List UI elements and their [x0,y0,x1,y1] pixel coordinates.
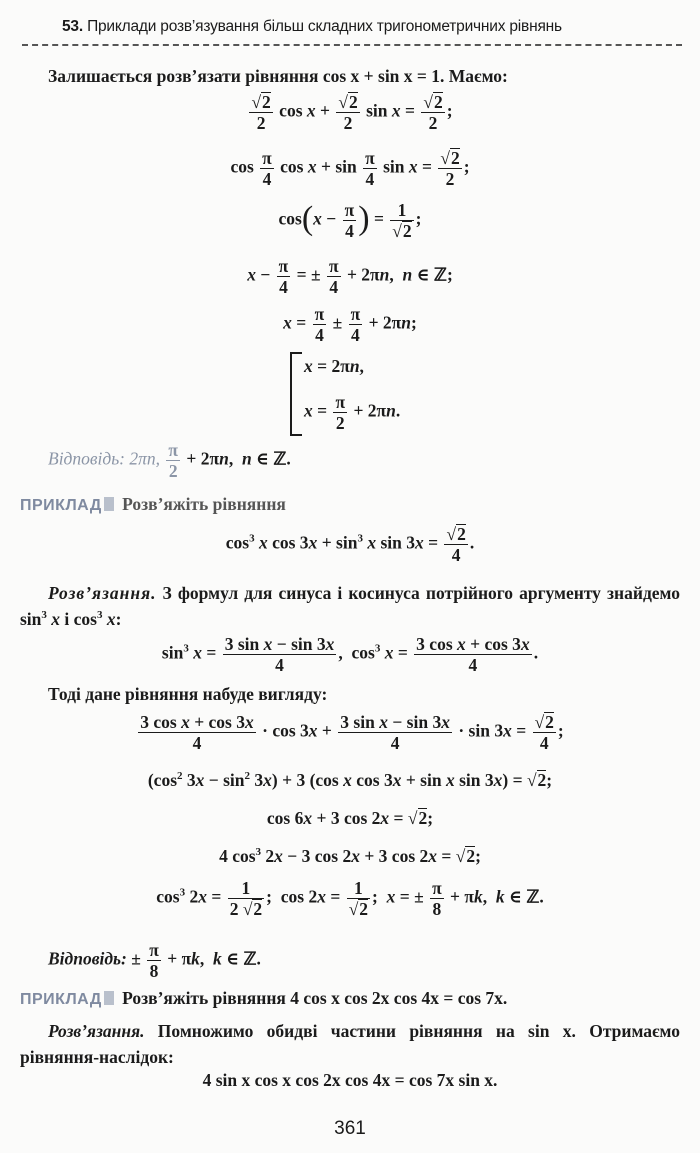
equation-expanded: ($\cos^2$ $3x - \sin^2 3x) + 3$ (cos x cos 3x + sin x sin 3x) = √2; [147,770,553,790]
solution-bracket [290,352,302,436]
equation-2: cos $\frac{\pi}{4}$ cos x + sin $\frac{\pi}{4}$ sin x = $\frac{√2}{2}$ ; [230,148,470,189]
example-2-equation: $\cos^3 x$ $\cos 3x + \sin^3 x$ sin 3x = $\frac{√2}{4}$ . [225,524,475,565]
answer-2: Відповідь: ± $\frac{\pi}{8}$ + πk, k ∈ ℤ. [48,940,261,981]
example-2-heading [20,494,286,515]
intro-text: Залишається розв’язати рівняння cos x + sin x = 1. Маємо: [48,66,508,86]
example-number-marker [104,497,114,511]
section-title: Приклади розв’язування більш складних тригонометричних рівнянь [87,18,562,35]
equation-final: $\cos^3 2x$ = $\frac{1}{2 √2}$ ; cos 2x = $\frac{1}{√2}$ ; x = ± $\frac{\pi}{8}$ + πk, k ∈ ℤ. [156,878,544,919]
system-line-1: x = 2πn, [304,356,364,376]
equation-cos6x: cos 6x + 3 cos 2x = √2; [266,808,434,828]
equation-1: $\frac{√2}{2}$ cos x + $\frac{√2}{2}$ sin x = $\frac{√2}{2}$ ; [251,92,453,133]
equation-5: x = $\frac{\pi}{4}$ ± $\frac{\pi}{4}$ + 2πn; [283,304,417,345]
running-header [62,18,562,36]
triple-angle-formulas: $\sin^3 x$ = $\frac{\text{3 sin x − sin 3x}}{4}$ , $\cos^3 x$ = $\frac{\text{3 cos x + cos 3x}}{4}$ . [161,634,539,675]
system-line-2: x = $\frac{\pi}{2}$ + 2πn. [304,392,401,433]
example-3-solution-text: Розв’язання. Помножимо обидві частини рівняння на sin x. Отримаємо рівняння-наслідок: [20,1021,681,1067]
example-3-heading: ПРИКЛАД Розв’яжіть рівняння 4 cos x cos 2x cos 4x = cos 7x. [20,988,508,1008]
header-rule [22,44,682,46]
equation-substitution: $\frac{\text{3 cos x + cos 3x}}{4}$ · cos 3x + $\frac{\text{3 sin x − sin 3x}}{4}$ · sin 3x = $\frac{√2}{4}$ ; [140,712,564,753]
example-3-equation: 4 cos x cos 2x cos 4x = cos 7x. [290,988,508,1008]
equation-3: cos(x − $\frac{\pi}{4}$ ) = $\frac{1}{√2}$ ; [278,199,422,241]
equation-4: x − $\frac{\pi}{4}$ = ± $\frac{\pi}{4}$ + 2πn, n ∈ ℤ; [247,256,453,297]
then-text: Тоді дане рівняння набуде вигляду: [48,684,328,704]
solve-phrase: Розв’яжіть рівняння [122,494,286,514]
example-label: ПРИКЛАД [20,497,102,514]
example-number-marker [104,991,114,1005]
page-number: 361 [334,1118,366,1139]
equation-cubic: 4 $\cos^3 2x - 3$ cos 2x + 3 cos 2x = √2; [219,846,481,866]
section-number: 53. [62,18,83,35]
example-2-solution-text: Розв’язання. З формул для синуса і косинуса потрійного аргументу знайдемо $\sin^3 x$ і $\cos^3 x$: [20,583,681,629]
answer-label: Відповідь: [48,448,126,469]
consequence-equation: 4 sin x cos x cos 2x cos 4x = cos 7x sin x. [202,1070,498,1090]
answer-1: Відповідь: 2πn, $\frac{\pi}{2}$ + 2πn, n ∈ ℤ. [48,440,291,481]
